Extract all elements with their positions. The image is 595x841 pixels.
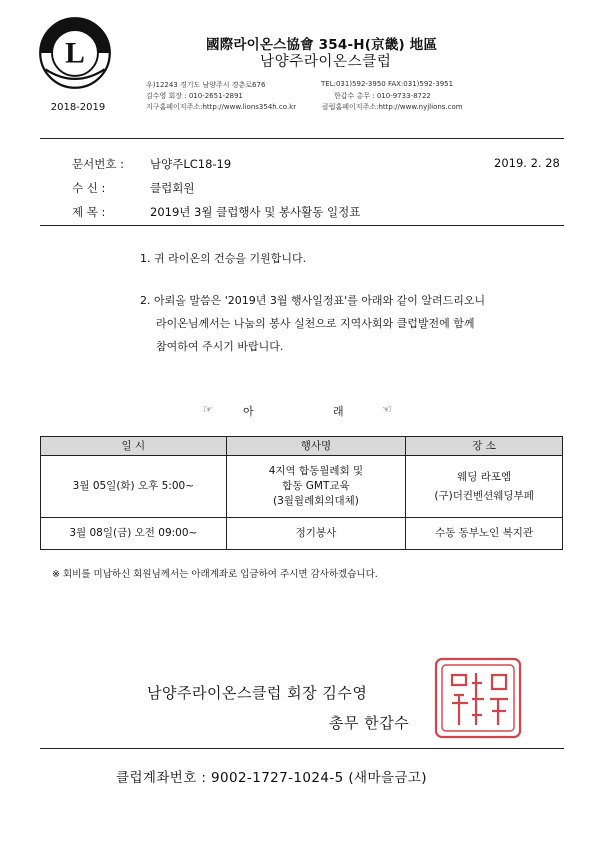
place-line: (구)더컨벤션웨딩부페 bbox=[434, 489, 534, 502]
subject-label: 제 목 : bbox=[72, 205, 106, 219]
footer-divider bbox=[40, 748, 564, 749]
lions-emblem-icon bbox=[38, 16, 112, 90]
schedule-table bbox=[40, 436, 563, 550]
table-row bbox=[41, 456, 563, 518]
president-contact: 김수영 회장 : 010-2651-2891 bbox=[146, 92, 243, 100]
place-line: 웨딩 라포엠 bbox=[457, 470, 512, 483]
club-name: 남양주라이온스클럽 bbox=[260, 54, 392, 70]
col-header-place: 장 소 bbox=[406, 437, 563, 456]
district-website: 지구홈페이지주소:http://www.lions354h.co.kr bbox=[146, 103, 297, 111]
recipient: 클럽회원 bbox=[150, 181, 195, 195]
row-datetime: 3월 08일(금) 오전 09:00~ bbox=[41, 518, 227, 550]
event-line: (3월월례회의대체) bbox=[273, 495, 359, 507]
row-event bbox=[226, 456, 406, 518]
event-line: 4지역 합동월례회 및 bbox=[268, 465, 364, 477]
club-website: 클럽홈페이지주소:http://www.nyjlions.com bbox=[322, 103, 463, 111]
recipient-label: 수 신 : bbox=[72, 181, 106, 195]
paragraph-1: 1. 귀 라이온의 건승을 기원합니다. bbox=[140, 252, 307, 265]
dues-note: ※ 회비를 미납하신 회원님께서는 아래계좌로 입금하여 주시면 감사하겠습니다. bbox=[52, 569, 378, 580]
below-heading-rae: 래 bbox=[333, 405, 344, 418]
header-divider bbox=[40, 138, 564, 139]
doc-number: 남양주LC18-19 bbox=[150, 157, 232, 171]
paragraph-2-line-2: 라이온님께서는 나눔의 봉사 실천으로 지역사회와 클럽발전에 함께 bbox=[156, 317, 475, 330]
club-account-number: 클럽계좌번호 : 9002-1727-1024-5 (새마을금고) bbox=[116, 770, 427, 786]
event-line: 정기봉사 bbox=[295, 527, 337, 539]
district-title: 國際라이온스協會 354-H(京畿) 地區 bbox=[206, 37, 438, 53]
row-event bbox=[226, 518, 406, 550]
pointing-right-icon: ☞ bbox=[203, 403, 213, 416]
row-place bbox=[406, 456, 563, 518]
col-header-event: 행사명 bbox=[226, 437, 406, 456]
col-header-datetime: 일 시 bbox=[41, 437, 227, 456]
secretary-contact: 한갑수 총무 : 010-9733-8722 bbox=[334, 92, 431, 100]
table-header-row bbox=[41, 437, 563, 456]
pointing-left-icon: ☜ bbox=[382, 403, 392, 416]
signature-secretary: 총무 한갑수 bbox=[329, 714, 410, 732]
table-row bbox=[41, 518, 563, 550]
official-seal-stamp bbox=[432, 655, 524, 741]
club-year: 2018-2019 bbox=[50, 102, 106, 113]
row-place bbox=[406, 518, 563, 550]
svg-text:L: L bbox=[65, 37, 85, 70]
info-divider bbox=[40, 225, 564, 226]
paragraph-2-line-3: 참여하여 주시기 바랍니다. bbox=[156, 340, 284, 353]
club-address: 우)12243 경기도 남양주시 경춘로676 bbox=[146, 81, 266, 89]
signature-president: 남양주라이온스클럽 회장 김수영 bbox=[147, 684, 368, 702]
doc-date: 2019. 2. 28 bbox=[494, 156, 560, 170]
below-heading-a: 아 bbox=[243, 405, 254, 418]
subject: 2019년 3월 클럽행사 및 봉사활동 일정표 bbox=[150, 205, 361, 219]
event-line: 합동 GMT교육 bbox=[282, 480, 350, 492]
club-phone: TEL:031)592-3950 FAX:031)592-3951 bbox=[321, 80, 454, 88]
row-datetime: 3월 05일(화) 오후 5:00~ bbox=[41, 456, 227, 518]
place-line: 수동 동부노인 복지관 bbox=[435, 527, 534, 539]
paragraph-2-line-1: 2. 아뢰올 말씀은 '2019년 3월 행사일정표'를 아래와 같이 알려드리오니 bbox=[140, 294, 486, 307]
doc-number-label: 문서번호 : bbox=[72, 157, 124, 171]
